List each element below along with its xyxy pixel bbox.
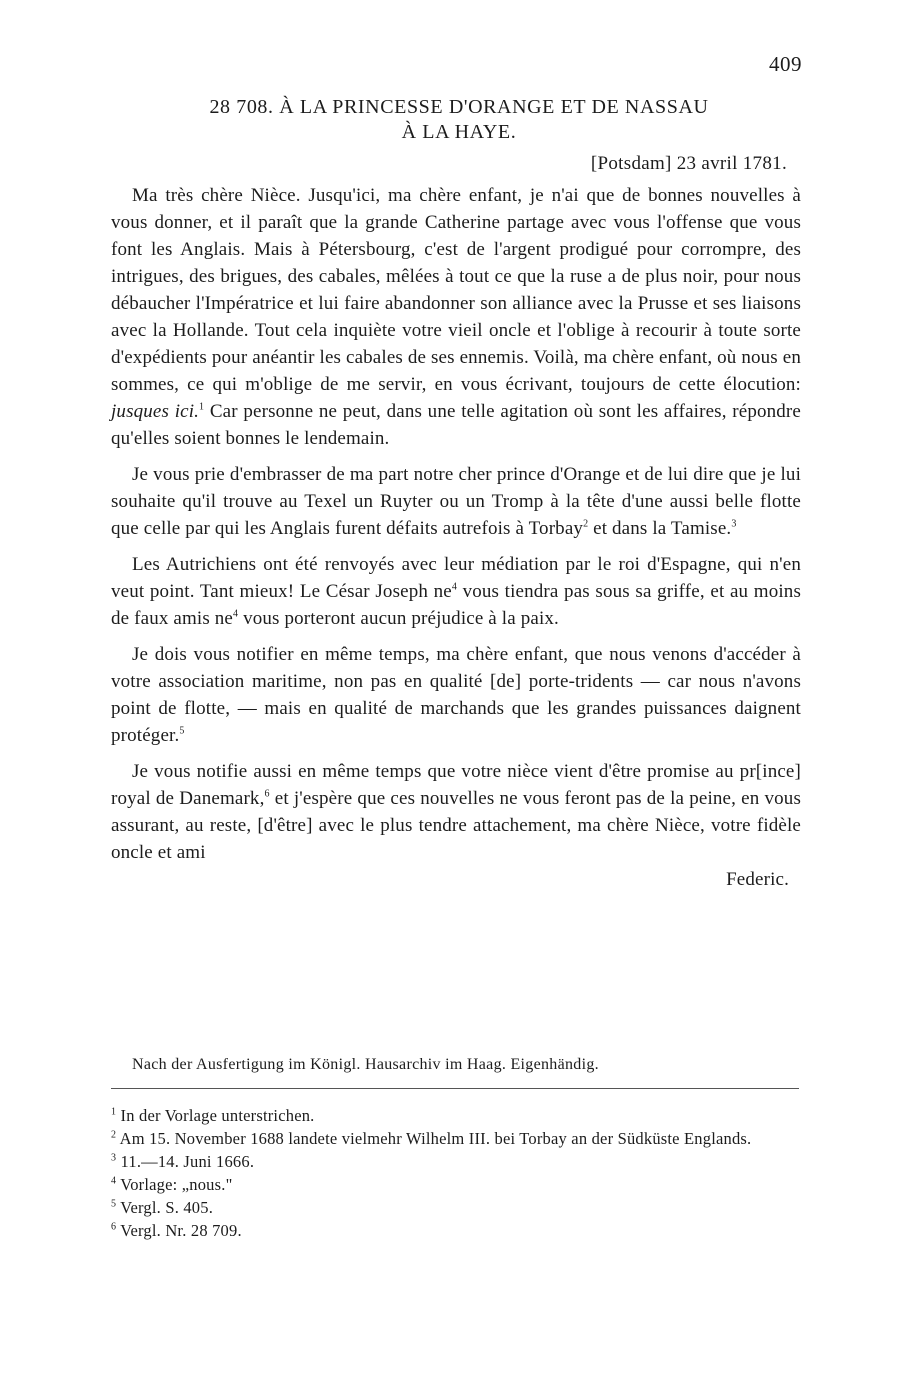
footnote-mark: 4: [111, 1175, 117, 1187]
emphasized-phrase: jusques ici.: [111, 401, 200, 422]
signature: Federic.: [726, 869, 789, 890]
footnote: $^5$ Vergl. S. 405.: [111, 1198, 214, 1217]
footnote: $^2$ Am 15. November 1688 landete vielmehr Wilhelm III. bei Torbay an der Südküste Englands.: [111, 1129, 752, 1148]
heading-line-2: À LA HAYE.: [401, 121, 517, 143]
footnote: $^4$ Vorlage: „nous.": [111, 1175, 233, 1194]
footnote-mark: 1: [111, 1106, 117, 1118]
dateline: [Potsdam] 23 avril 1781.: [590, 153, 787, 174]
paragraph-2: Je vous prie d'embrasser de ma part notre cher prince d'Orange et de lui dire que je lui souhaite qu'il trouve au Texel un Ruyter ou un Tromp à la tête d'une aussi belle flotte que celle par qui les Anglais furent défaits autrefois à Torbay$^2$ et dans la Tamise.$^3$: [111, 464, 801, 539]
footnote: $^3$ 11.—14. Juni 1666.: [111, 1152, 255, 1171]
footnote-divider: [111, 1088, 799, 1089]
paragraph-1: Ma très chère Nièce. Jusqu'ici, ma chère enfant, je n'ai que de bonnes nouvelles à vous donner, et il paraît que la grande Catherine partage avec vous l'offense que vous font les Anglais. Mais à Pétersbourg, c'est de l'argent prodigué pour corrompre, des intrigues, des brigues, des cabales, mêlées à tout ce que la ruse a de plus noir, pour nous débaucher l'Impératrice et lui faire abandonner son alliance avec la Prusse et ses liaisons avec la Hollande. Tout cela inquiète votre vieil oncle et l'oblige à recourir à toute sorte d'expédients pour anéantir les cabales de ses ennemis. Voilà, ma chère enfant, où nous en sommes, ce qui m'oblige de me servir, en vous écrivant, toujours de cette élocution: jusques ici.$^1$ Car personne ne peut, dans une telle agitation où sont les affaires, répondre qu'elles soient bonnes le lendemain.: [111, 185, 801, 449]
page-number: 409: [769, 52, 802, 76]
footnote: $^6$ Vergl. Nr. 28 709.: [111, 1221, 242, 1240]
footnote-ref: 4: [451, 581, 457, 593]
footnote-ref: 5: [179, 725, 185, 737]
source-note: Nach der Ausfertigung im Königl. Hausarchiv im Haag. Eigenhändig.: [132, 1056, 599, 1073]
paragraph-4: Je dois vous notifier en même temps, ma chère enfant, que nous venons d'accéder à votre association maritime, non pas en qualité [de] porte-tridents — car nous n'avons point de flotte, — mais en qualité de marchands que les grandes puissances daignent protéger.$^5$: [111, 644, 801, 746]
letter-heading: [0, 95, 900, 145]
footnote-mark: 2: [111, 1129, 117, 1141]
footnote-ref: 6: [264, 788, 270, 800]
footnote: $^1$ In der Vorlage unterstrichen.: [111, 1106, 315, 1125]
footnote-ref: 4: [233, 608, 239, 620]
paragraph-5: Je vous notifie aussi en même temps que votre nièce vient d'être promise au pr[ince] royal de Danemark,$^6$ et j'espère que ces nouvelles ne vous feront pas de la peine, en vous assurant, au reste, [d'être] avec le plus tendre attachement, ma chère Nièce, votre fidèle oncle et ami: [111, 761, 801, 863]
footnote-mark: 5: [111, 1198, 117, 1210]
footnote-ref: 2: [583, 518, 589, 530]
footnote-ref: 1: [199, 401, 205, 413]
letter-body: [111, 182, 801, 893]
footnote-mark: 6: [111, 1221, 117, 1233]
paragraph-3: Les Autrichiens ont été renvoyés avec leur médiation par le roi d'Espagne, qui n'en veut point. Tant mieux! Le César Joseph $ne^4$ vous tiendra pas sous sa griffe, et au moins de faux amis $ne^4$ vous porteront aucun préjudice à la paix.: [111, 554, 801, 629]
footnotes: [111, 1104, 801, 1242]
footnote-mark: 3: [111, 1152, 117, 1164]
heading-line-1: 28 708. À LA PRINCESSE D'ORANGE ET DE NASSAU: [209, 96, 709, 118]
footnote-ref: 3: [731, 518, 737, 530]
